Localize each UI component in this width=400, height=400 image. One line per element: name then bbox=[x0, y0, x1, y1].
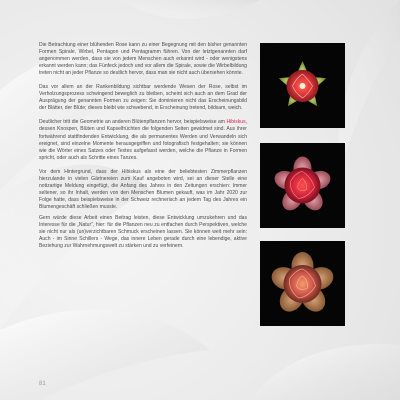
paragraph-hibiscus bbox=[39, 119, 247, 161]
paragraph-hibiscus-lead: Deutlicher tritt die Geometrie an anderen Blütenpflanzen hervor, beispielsweise am bbox=[39, 119, 227, 126]
paragraph-perspective: Gern würde diese Arbeit einen Beitrag leisten, diese Entwicklung umzukehren und das Interesse für die „Natur“, hier: für die Pflanzen neu zu entfachen durch Perspektiven, welche sie nicht nur als (un)verzichtbaren Schmuck erscheinen lassen. Sie können weit mehr sein: Auch - im Sinne Schillers - Wege, das innere Leben gerade durch eine lebendige, aktive Beziehung zur Wahrnehmungswelt zu stärken und zu verfeinern. bbox=[39, 214, 247, 250]
hibiscus-highlight-word: Hibiskus bbox=[226, 119, 246, 126]
hibiscus-bud-photo-1 bbox=[260, 43, 345, 128]
paragraph-flower-sales: Vor dem Hintergrund, dass der Hibiskus als eine der beliebtesten Zimmerpflanzen hierzulande in vielen Gärtnereien zum Kauf angeboten wird, sei an dieser Stelle eine notizartige Meldung eingefügt, die Anfang des Jahres in den Zeitungen erschien: Immer seltener, so ihr Inhalt, werden von den Menschen Blumen gekauft, was im Jahr 2020 zur Folge hatte, dass beispielsweise in der Schweiz rechnerisch an jedem Tag des Jahres ein Blumengeschäft schließen musste. bbox=[39, 168, 247, 210]
paragraph-hibiscus-rest: , dessen Knospen, Blüten und Kapselfrüchten die folgenden Seiten gewidmet sind. Aus ihrer fortwährend stattfindenden Entwicklung, die als permanentes Werden und Verwandeln sich ereignet, sind einzelne Momente herausgegriffen und fotografisch festgehalten; sie können wie die Wörter eines Satzes oder Textes aufgefasst werden, welche die Pflanze in Formen spricht, oder auch als Schritte eines Tanzes. bbox=[39, 119, 247, 161]
page-number: 81 bbox=[39, 381, 46, 387]
hibiscus-capsule-photo-3 bbox=[260, 241, 345, 326]
hibiscus-bud-photo-2 bbox=[260, 143, 345, 228]
paragraph-rose-geometry: Die Betrachtung einer blühenden Rose kann zu einer Begegnung mit den bisher genannten Formen Spirale, Wirbel, Pentagon und Pentagramm führen. Von der letztgenannten darf angenommen werden, dass sie von jedem Menschen auch erkannt wird - oder wenigstens erkannt werden kann; das Fünfeck jedoch und vor allem die Spirale, sowie die Wirbelbildung treten nicht an jeder Pflanze so deutlich hervor, dass man sie nicht auch übersehen könnte. bbox=[39, 42, 247, 77]
paragraph-rose-essence: Das vor allem an der Rankenbildung sichtbar werdende Wesen der Rose, selbst im Verholzungsprozess schwingend beweglich zu bleiben, scheint sich auch an dem Grad der Ausprägung der genannten Formen zu zeigen: Sie dominieren nicht das Erscheinungsbild der Blätter, der Blüte; dieses bleibt wie schwebend, in Erscheinung tretend, bildsam, weich. bbox=[39, 84, 247, 112]
body-text-column bbox=[39, 42, 247, 362]
